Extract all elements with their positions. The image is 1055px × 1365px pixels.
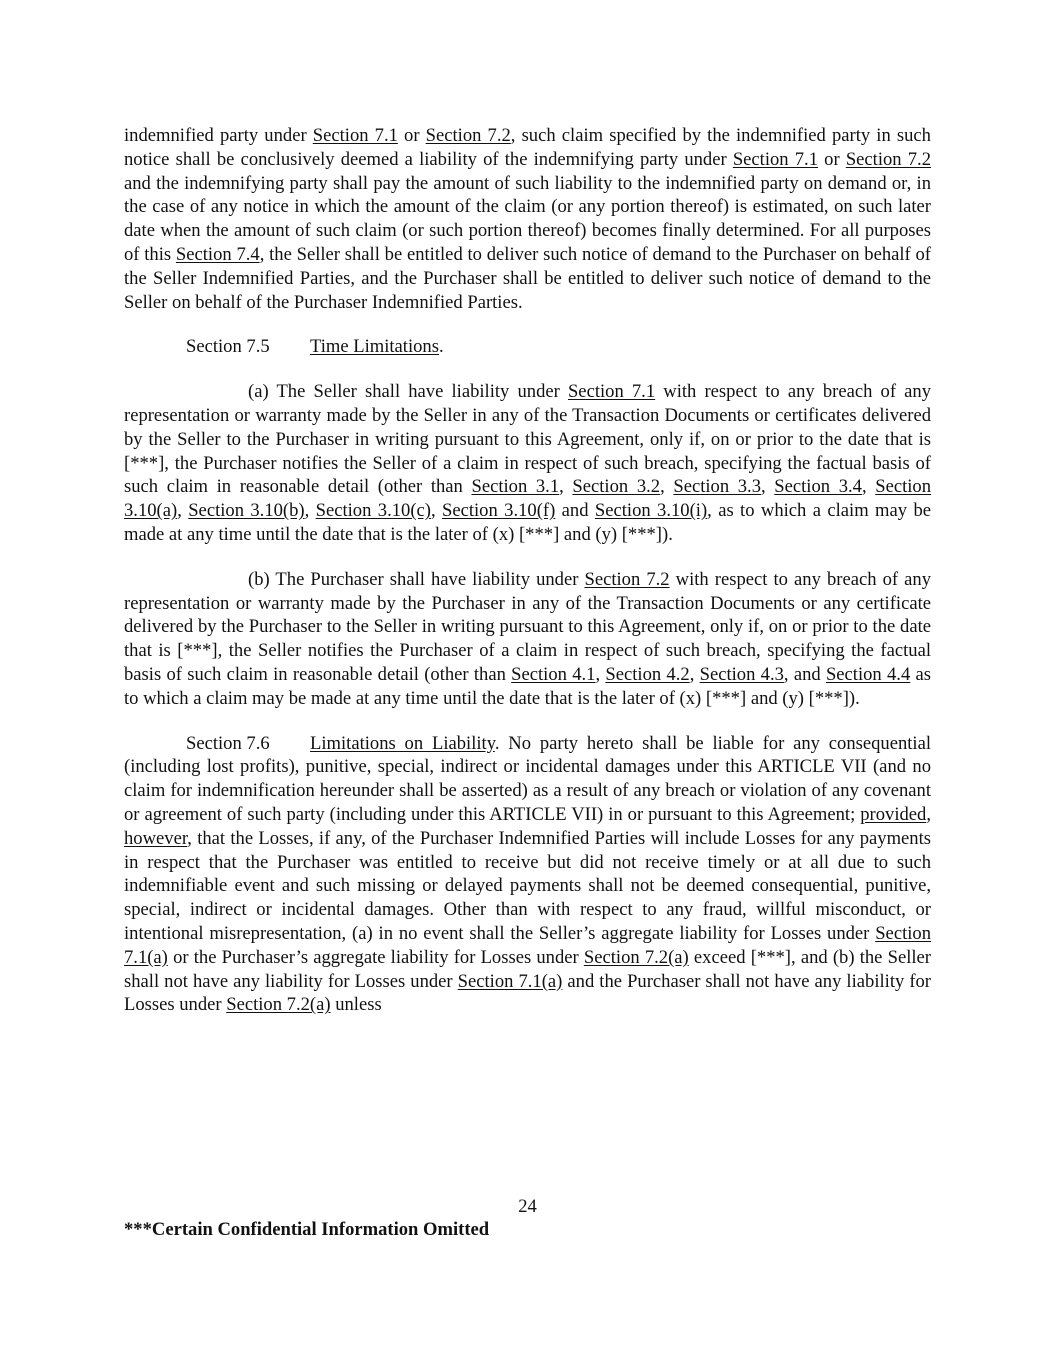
- section-reference: Section 4.3: [699, 663, 784, 685]
- paragraph-7-5-b: (b) The Purchaser shall have liability under Section 7.2 with respect to any breach of any representation or warranty made by the Purchaser in any of the Transaction Documents or any certificate delivered by the Purchaser to the Seller in writing pursuant to this Agreement, only if, on or prior to the date that is [***], the Seller notifies the Purchaser of a claim in respect of such breach, specifying the factual basis of such claim in reasonable detail (other than Section 4.1, Section 4.2, Section 4.3, and Section 4.4 as to which a claim may be made at any time until the date that is the later of (x) [***] and (y) [***]).: [124, 568, 932, 709]
- section-reference: Section 3.10(c): [315, 500, 431, 522]
- section-reference: Section 3.1: [471, 476, 560, 498]
- section-reference: Section 3.4: [774, 476, 862, 498]
- section-reference: Section 7.2: [584, 568, 670, 590]
- section-number: Section 7.6: [186, 732, 270, 754]
- section-7-6-paragraph: Section 7.6 Limitations on Liability. No party hereto shall be liable for any consequential (including lost profits), punitive, special, indirect or incidental damages under this ARTICLE VII (and no claim for indemnification hereunder shall be asserted) as a result of any breach or violation of any covenant or agreement of such party (including under this ARTICLE VII) in or pursuant to this Agreement; provided, however, that the Losses, if any, of the Purchaser Indemnified Parties will include Losses for any payments in respect that the Purchaser was entitled to receive but did not receive timely or at all due to such indemnifiable event and such missing or delayed payments shall not be deemed consequential, punitive, special, indirect or incidental damages. Other than with respect to any fraud, willful misconduct, or intentional misrepresentation, (a) in no event shall the Seller’s aggregate liability for Losses under Section 7.1(a) or the Purchaser’s aggregate liability for Losses under Section 7.2(a) exceed [***], and (b) the Seller shall not have any liability for Losses under Section 7.1(a) and the Purchaser shall not have any liability for Losses under Section 7.2(a) unless: [124, 732, 932, 1016]
- section-reference: Section 4.1: [511, 663, 596, 685]
- section-title: Time Limitations: [310, 336, 439, 358]
- section-reference: Section 7.2(a): [583, 946, 689, 968]
- section-reference: Section 7.1: [312, 125, 398, 146]
- section-reference: Section 7.1(a): [457, 970, 563, 992]
- section-reference: Section 3.10(i): [594, 500, 708, 522]
- proviso-term: provided: [860, 803, 927, 825]
- section-reference: Section 7.1: [567, 381, 656, 403]
- paragraph-7-5-a: (a) The Seller shall have liability under Section 7.1 with respect to any breach of any representation or warranty made by the Seller in any of the Transaction Documents or certificates delivered by the Seller to the Purchaser in writing pursuant to this Agreement, only if, on or prior to the date that is [***], the Purchaser notifies the Seller of a claim in respect of such breach, specifying the factual basis of such claim in reasonable detail (other than Section 3.1, Section 3.2, Section 3.3, Section 3.4, Section 3.10(a), Section 3.10(b), Section 3.10(c), Section 3.10(f) and Section 3.10(i), as to which a claim may be made at any time until the date that is the later of (x) [***] and (y) [***]).: [124, 381, 932, 545]
- page-number: 24: [518, 1196, 537, 1217]
- confidential-footer-note: ***Certain Confidential Information Omitted: [124, 1219, 490, 1240]
- paragraph-indemnification-notice: indemnified party under Section 7.1 or Section 7.2, such claim specified by the indemnified party in such notice shall be conclusively deemed a liability of the indemnifying party under Section 7.1 or Section 7.2 and the indemnifying party shall pay the amount of such liability to the indemnified party on demand or, in the case of any notice in which the amount of the claim (or any portion thereof) is estimated, on such later date when the amount of such claim (or such portion thereof) becomes finally determined. For all purposes of this Section 7.4, the Seller shall be entitled to deliver such notice of demand to the Purchaser on behalf of the Seller Indemnified Parties, and the Purchaser shall be entitled to deliver such notice of demand to the Seller on behalf of the Purchaser Indemnified Parties.: [124, 125, 932, 313]
- proviso-term: however: [124, 827, 188, 849]
- section-reference: Section 7.2: [845, 148, 932, 170]
- section-reference: Section 7.2: [425, 125, 511, 146]
- section-reference: Section 4.4: [825, 663, 911, 685]
- section-reference: Section 7.4: [175, 243, 260, 265]
- document-body: [124, 124, 931, 1017]
- section-reference: Section 7.1: [732, 148, 819, 170]
- section-reference: Section 7.1(a): [124, 922, 931, 968]
- section-number: Section 7.5: [186, 336, 270, 358]
- section-7-5-heading: Section 7.5 Time Limitations.: [186, 336, 444, 358]
- section-reference: Section 7.2(a): [226, 994, 331, 1016]
- section-title: Limitations on Liability: [310, 732, 495, 754]
- section-reference: Section 3.10(a): [124, 476, 932, 522]
- section-reference: Section 3.3: [673, 476, 762, 498]
- section-reference: Section 4.2: [605, 663, 690, 685]
- section-reference: Section 3.2: [572, 476, 661, 498]
- section-reference: Section 3.10(f): [442, 500, 556, 522]
- section-reference: Section 3.10(b): [188, 500, 305, 522]
